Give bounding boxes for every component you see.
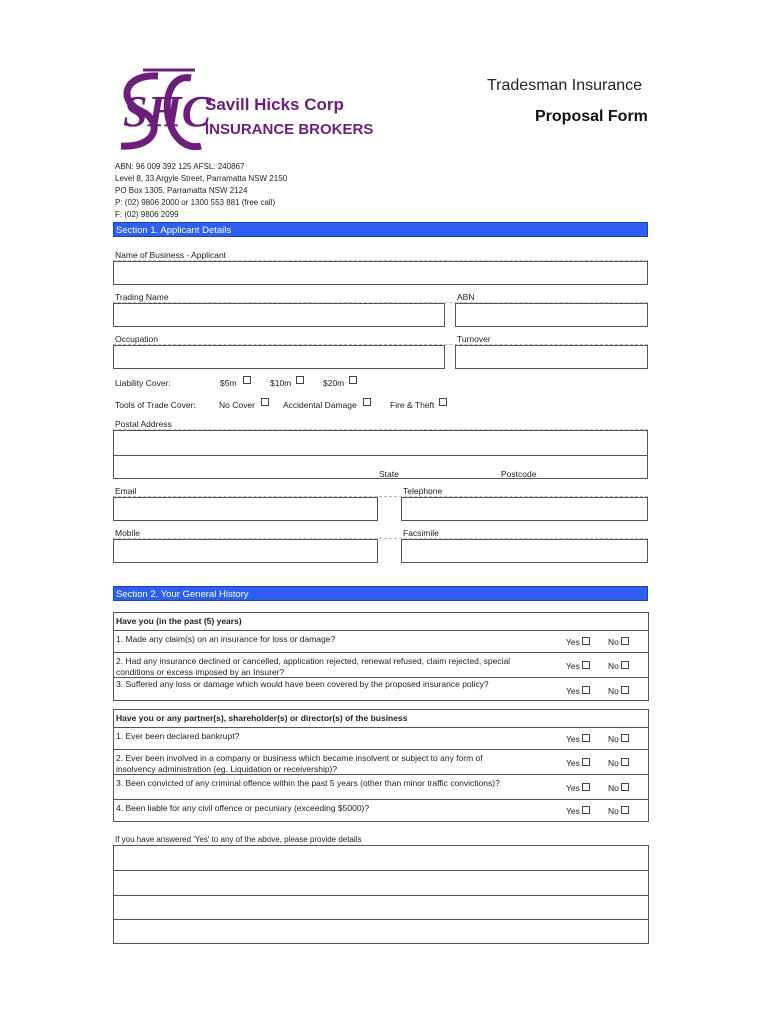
- logo-line1: Savill Hicks Corp: [205, 95, 344, 114]
- logo-initials: SHC: [123, 87, 212, 136]
- yes-label: Yes: [566, 637, 580, 647]
- address-line-2: PO Box 1305, Parramatta NSW 2124: [115, 186, 248, 195]
- history-table-2: [113, 709, 649, 822]
- no-label: No: [608, 734, 619, 744]
- yes-checkbox[interactable]: [582, 734, 590, 742]
- details-prompt: If you have answered 'Yes' to any of the above, please provide details: [115, 835, 362, 844]
- fire-theft-checkbox[interactable]: [439, 398, 447, 406]
- liability-cover-label: Liability Cover:: [115, 378, 171, 388]
- form-title: Tradesman Insurance: [487, 77, 643, 94]
- trading-name-label: Trading Name: [115, 292, 169, 302]
- yes-checkbox[interactable]: [582, 806, 590, 814]
- liability-20m-label: $20m: [323, 378, 345, 388]
- yes-checkbox[interactable]: [582, 686, 590, 694]
- name-of-business-field[interactable]: [113, 261, 648, 285]
- question-text: 2. Had any insurance declined or cancelled, application rejected, renewal refused, claim rejected, special conditions or excess imposed by an Insurer?: [116, 656, 511, 677]
- mobile-field[interactable]: [113, 539, 378, 563]
- table-header: [114, 710, 648, 727]
- table-row: [114, 677, 648, 701]
- table-header: [114, 613, 648, 630]
- table-row: [114, 630, 648, 653]
- no-cover-checkbox[interactable]: [261, 398, 269, 406]
- question-text: 4. Been liable for any civil offence or pecuniary (exceeding $5000)?: [116, 803, 370, 813]
- state-label: State: [379, 469, 399, 479]
- table-row: [114, 749, 648, 775]
- turnover-field[interactable]: [455, 345, 648, 369]
- facsimile-label: Facsimile: [403, 528, 439, 538]
- fire-theft-label: Fire & Theft: [390, 400, 435, 410]
- yes-label: Yes: [566, 734, 580, 744]
- phone-line: P: (02) 9806 2000 or 1300 553 881 (free call): [115, 198, 276, 207]
- table-row: [114, 774, 648, 800]
- question-text: 1. Made any claim(s) on an insurance for loss or damage?: [116, 634, 336, 644]
- accidental-damage-label: Accidental Damage: [283, 400, 357, 410]
- no-checkbox[interactable]: [621, 806, 629, 814]
- no-checkbox[interactable]: [621, 661, 629, 669]
- liability-10m-checkbox[interactable]: [296, 376, 304, 384]
- telephone-field[interactable]: [401, 497, 648, 521]
- no-label: No: [608, 637, 619, 647]
- question-text: 3. Suffered any loss or damage which would have been covered by the proposed insurance policy?: [116, 679, 489, 689]
- abn-label: ABN: [457, 292, 475, 302]
- section2-header: Section 2. Your General History: [113, 586, 648, 601]
- details-field[interactable]: [113, 845, 649, 944]
- no-label: No: [608, 758, 619, 768]
- yes-checkbox[interactable]: [582, 661, 590, 669]
- email-field[interactable]: [113, 497, 378, 521]
- group2-header: Have you or any partner(s), shareholder(s) or director(s) of the business: [116, 713, 408, 723]
- address-line-1: Level 8, 33 Argyle Street, Parramatta NSW 2150: [115, 174, 288, 183]
- no-checkbox[interactable]: [621, 783, 629, 791]
- telephone-label: Telephone: [403, 486, 443, 496]
- yes-label: Yes: [566, 783, 580, 793]
- trading-name-field[interactable]: [113, 303, 445, 327]
- accidental-damage-checkbox[interactable]: [363, 398, 371, 406]
- question-text: 1. Ever been declared bankrupt?: [116, 731, 240, 741]
- yes-checkbox[interactable]: [582, 637, 590, 645]
- yes-label: Yes: [566, 806, 580, 816]
- fax-line: F: (02) 9806 2099: [115, 210, 179, 219]
- group1-header: Have you (in the past (5) years): [116, 616, 242, 626]
- liability-5m-label: $5m: [220, 378, 237, 388]
- table-row: [114, 727, 648, 750]
- occupation-field[interactable]: [113, 345, 445, 369]
- no-label: No: [608, 783, 619, 793]
- turnover-label: Turnover: [457, 334, 491, 344]
- name-of-business-label: Name of Business - Applicant: [115, 250, 227, 260]
- no-checkbox[interactable]: [621, 734, 629, 742]
- tools-cover-label: Tools of Trade Cover:: [115, 400, 196, 410]
- liability-5m-checkbox[interactable]: [243, 376, 251, 384]
- abn-line: ABN: 96 009 392 125 AFSL: 240867: [115, 162, 245, 171]
- email-label: Email: [115, 486, 137, 496]
- history-table-1: [113, 612, 649, 701]
- form-subtitle: Proposal Form: [535, 108, 648, 125]
- no-label: No: [608, 806, 619, 816]
- yes-label: Yes: [566, 758, 580, 768]
- company-logo: [113, 66, 374, 158]
- abn-field[interactable]: [455, 303, 648, 327]
- no-checkbox[interactable]: [621, 637, 629, 645]
- yes-checkbox[interactable]: [582, 783, 590, 791]
- postal-address-label: Postal Address: [115, 419, 172, 429]
- table-row: [114, 652, 648, 678]
- no-label: No: [608, 686, 619, 696]
- section1-header: Section 1. Applicant Details: [113, 222, 648, 237]
- no-checkbox[interactable]: [621, 686, 629, 694]
- yes-checkbox[interactable]: [582, 758, 590, 766]
- company-details: [115, 161, 287, 221]
- table-row: [114, 799, 648, 822]
- no-cover-label: No Cover: [219, 400, 255, 410]
- yes-label: Yes: [566, 686, 580, 696]
- occupation-label: Occupation: [115, 334, 158, 344]
- liability-20m-checkbox[interactable]: [349, 376, 357, 384]
- no-checkbox[interactable]: [621, 758, 629, 766]
- mobile-label: Mobile: [115, 528, 141, 538]
- postcode-label: Postcode: [501, 469, 537, 479]
- no-label: No: [608, 661, 619, 671]
- question-text: 3. Been convicted of any criminal offence within the past 5 years (other than minor traffic convictions)?: [116, 778, 500, 788]
- yes-label: Yes: [566, 661, 580, 671]
- facsimile-field[interactable]: [401, 539, 648, 563]
- question-text: 2. Ever been involved in a company or business which became insolvent or subject to any form of insolvency administration (eg. Liquidation or receivership)?: [116, 753, 483, 774]
- logo-line2: INSURANCE BROKERS: [205, 121, 374, 138]
- liability-10m-label: $10m: [270, 378, 292, 388]
